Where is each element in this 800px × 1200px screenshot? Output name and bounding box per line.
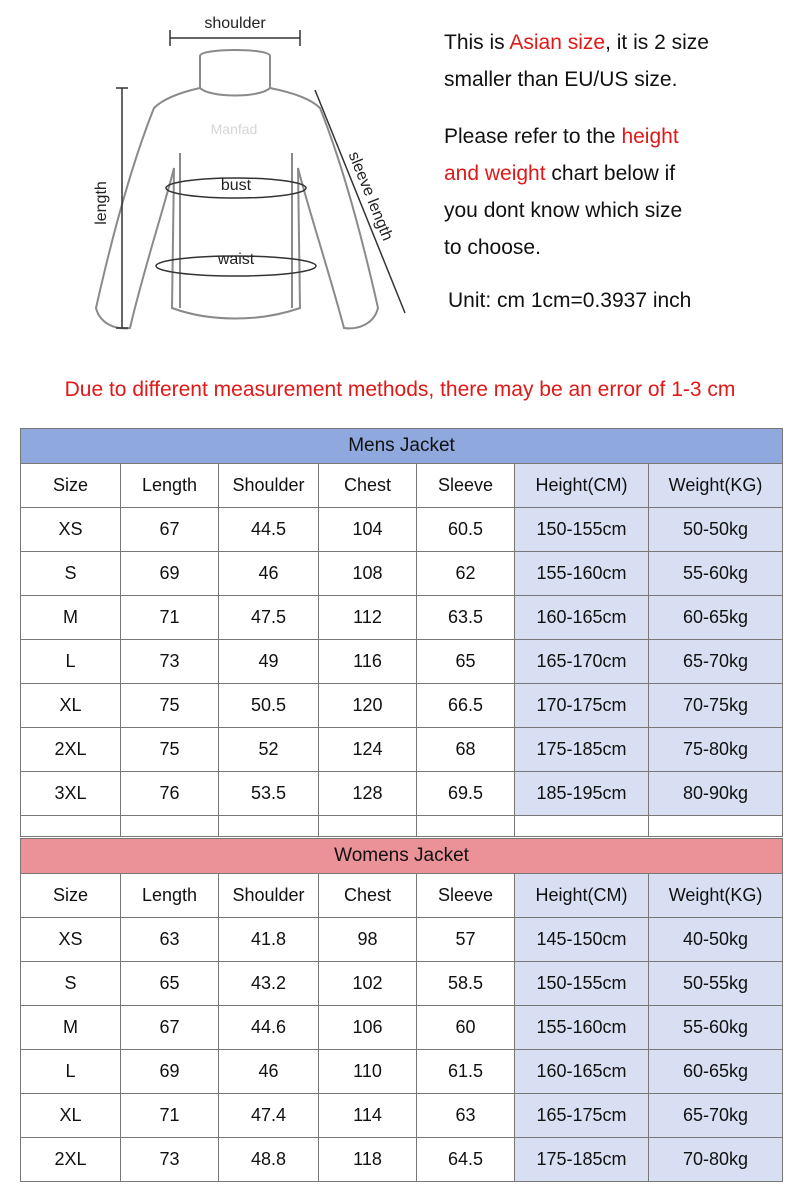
- cell-shoulder: 53.5: [219, 772, 319, 816]
- header-sleeve: Sleeve: [417, 464, 515, 508]
- cell-sleeve: 65: [417, 640, 515, 684]
- womens-size-table: [20, 838, 783, 1182]
- cell-size: 2XL: [21, 1138, 121, 1182]
- header-length: Length: [121, 874, 219, 918]
- cell-sleeve: 68: [417, 728, 515, 772]
- cell-weight: 50-55kg: [649, 962, 783, 1006]
- cell-chest: 110: [319, 1050, 417, 1094]
- header-weight: Weight(KG): [649, 464, 783, 508]
- length-label: length: [93, 181, 110, 225]
- table-row: [21, 918, 783, 962]
- table-row: [21, 596, 783, 640]
- cell-length: 69: [121, 552, 219, 596]
- header-length: Length: [121, 464, 219, 508]
- cell-shoulder: 44.6: [219, 1006, 319, 1050]
- cell-height: 145-150cm: [515, 918, 649, 962]
- cell-size: S: [21, 962, 121, 1006]
- cell-size: 3XL: [21, 772, 121, 816]
- cell-height: 155-160cm: [515, 1006, 649, 1050]
- brand-watermark: Manfad: [210, 121, 258, 137]
- cell-size: M: [21, 1006, 121, 1050]
- table-row: [21, 640, 783, 684]
- cell-size: L: [21, 640, 121, 684]
- cell-length: 69: [121, 1050, 219, 1094]
- cell-size: XS: [21, 918, 121, 962]
- cell-sleeve: 61.5: [417, 1050, 515, 1094]
- length-measure-line: [116, 88, 128, 328]
- cell-sleeve: 60: [417, 1006, 515, 1050]
- cell-weight: 50-50kg: [649, 508, 783, 552]
- size-info-text: [444, 24, 794, 319]
- cell-height: 160-165cm: [515, 1050, 649, 1094]
- choose-line: to choose.: [444, 236, 541, 259]
- cell-weight: 70-75kg: [649, 684, 783, 728]
- cell-size: XS: [21, 508, 121, 552]
- cell-length: 75: [121, 728, 219, 772]
- cell-shoulder: 48.8: [219, 1138, 319, 1182]
- cell-length: 73: [121, 1138, 219, 1182]
- cell-length: 73: [121, 640, 219, 684]
- bust-label: bust: [220, 177, 252, 194]
- cell-height: 150-155cm: [515, 508, 649, 552]
- womens-table-title: Womens Jacket: [21, 839, 783, 874]
- sleeve-measure-line: [315, 90, 405, 313]
- table-row: [21, 1094, 783, 1138]
- cell-shoulder: 46: [219, 1050, 319, 1094]
- cell-length: 76: [121, 772, 219, 816]
- cell-sleeve: 63.5: [417, 596, 515, 640]
- height-weight-line: and weight chart below if: [444, 162, 676, 185]
- cell-chest: 102: [319, 962, 417, 1006]
- mens-header-row: [21, 464, 783, 508]
- cell-height: 170-175cm: [515, 684, 649, 728]
- mens-size-table: [20, 428, 783, 837]
- table-row: [21, 1050, 783, 1094]
- eu-us-line: smaller than EU/US size.: [444, 68, 678, 91]
- cell-shoulder: 47.5: [219, 596, 319, 640]
- header-chest: Chest: [319, 464, 417, 508]
- table-row: [21, 728, 783, 772]
- cell-chest: 116: [319, 640, 417, 684]
- header-height: Height(CM): [515, 874, 649, 918]
- cell-size: L: [21, 1050, 121, 1094]
- cell-height: 165-170cm: [515, 640, 649, 684]
- jacket-measurement-diagram: [60, 8, 430, 348]
- cell-height: 175-185cm: [515, 1138, 649, 1182]
- header-weight: Weight(KG): [649, 874, 783, 918]
- cell-weight: 55-60kg: [649, 552, 783, 596]
- cell-weight: 65-70kg: [649, 1094, 783, 1138]
- cell-shoulder: 50.5: [219, 684, 319, 728]
- cell-sleeve: 64.5: [417, 1138, 515, 1182]
- cell-height: 150-155cm: [515, 962, 649, 1006]
- cell-shoulder: 52: [219, 728, 319, 772]
- cell-weight: 60-65kg: [649, 596, 783, 640]
- unit-line: Unit: cm 1cm=0.3937 inch: [448, 289, 692, 312]
- cell-length: 71: [121, 596, 219, 640]
- cell-shoulder: 43.2: [219, 962, 319, 1006]
- cell-height: 175-185cm: [515, 728, 649, 772]
- cell-height: 185-195cm: [515, 772, 649, 816]
- cell-sleeve: 63: [417, 1094, 515, 1138]
- cell-weight: 75-80kg: [649, 728, 783, 772]
- table-row: [21, 684, 783, 728]
- cell-size: 2XL: [21, 728, 121, 772]
- asian-size-line: This is Asian size, it is 2 size: [444, 31, 709, 54]
- cell-sleeve: 58.5: [417, 962, 515, 1006]
- cell-size: XL: [21, 1094, 121, 1138]
- cell-weight: 40-50kg: [649, 918, 783, 962]
- cell-chest: 114: [319, 1094, 417, 1138]
- cell-length: 75: [121, 684, 219, 728]
- cell-shoulder: 41.8: [219, 918, 319, 962]
- cell-height: 165-175cm: [515, 1094, 649, 1138]
- measurement-warning: Due to different measurement methods, there may be an error of 1-3 cm: [64, 378, 736, 401]
- cell-size: M: [21, 596, 121, 640]
- cell-chest: 104: [319, 508, 417, 552]
- cell-length: 71: [121, 1094, 219, 1138]
- header-chest: Chest: [319, 874, 417, 918]
- cell-chest: 120: [319, 684, 417, 728]
- cell-sleeve: 57: [417, 918, 515, 962]
- cell-chest: 112: [319, 596, 417, 640]
- womens-table-body: [21, 918, 783, 1182]
- cell-size: XL: [21, 684, 121, 728]
- which-size-line: you dont know which size: [444, 199, 683, 222]
- cell-chest: 98: [319, 918, 417, 962]
- table-row: [21, 772, 783, 816]
- cell-shoulder: 49: [219, 640, 319, 684]
- mens-table-title: Mens Jacket: [21, 429, 783, 464]
- cell-sleeve: 69.5: [417, 772, 515, 816]
- cell-weight: 65-70kg: [649, 640, 783, 684]
- cell-weight: 80-90kg: [649, 772, 783, 816]
- cell-shoulder: 44.5: [219, 508, 319, 552]
- header-sleeve: Sleeve: [417, 874, 515, 918]
- table-row: [21, 552, 783, 596]
- cell-shoulder: 46: [219, 552, 319, 596]
- cell-sleeve: 60.5: [417, 508, 515, 552]
- cell-weight: 60-65kg: [649, 1050, 783, 1094]
- cell-size: S: [21, 552, 121, 596]
- cell-height: 160-165cm: [515, 596, 649, 640]
- shoulder-measure-line: [170, 30, 300, 46]
- mens-table-body: [21, 508, 783, 816]
- refer-line: Please refer to the height: [444, 125, 679, 148]
- header-size: Size: [21, 874, 121, 918]
- cell-chest: 128: [319, 772, 417, 816]
- cell-chest: 124: [319, 728, 417, 772]
- cell-length: 67: [121, 1006, 219, 1050]
- cell-sleeve: 62: [417, 552, 515, 596]
- header-height: Height(CM): [515, 464, 649, 508]
- header-size: Size: [21, 464, 121, 508]
- header-shoulder: Shoulder: [219, 464, 319, 508]
- cell-weight: 70-80kg: [649, 1138, 783, 1182]
- cell-chest: 118: [319, 1138, 417, 1182]
- table-row: [21, 508, 783, 552]
- sleeve-length-label: sleeve length: [344, 149, 396, 244]
- header-shoulder: Shoulder: [219, 874, 319, 918]
- table-row: [21, 1138, 783, 1182]
- cell-length: 65: [121, 962, 219, 1006]
- waist-label: waist: [217, 251, 255, 268]
- table-row: [21, 962, 783, 1006]
- cell-length: 63: [121, 918, 219, 962]
- cell-weight: 55-60kg: [649, 1006, 783, 1050]
- cell-chest: 106: [319, 1006, 417, 1050]
- cell-sleeve: 66.5: [417, 684, 515, 728]
- cell-length: 67: [121, 508, 219, 552]
- cell-shoulder: 47.4: [219, 1094, 319, 1138]
- cell-height: 155-160cm: [515, 552, 649, 596]
- womens-header-row: [21, 874, 783, 918]
- table-row: [21, 1006, 783, 1050]
- shoulder-label: shoulder: [204, 15, 266, 32]
- cell-chest: 108: [319, 552, 417, 596]
